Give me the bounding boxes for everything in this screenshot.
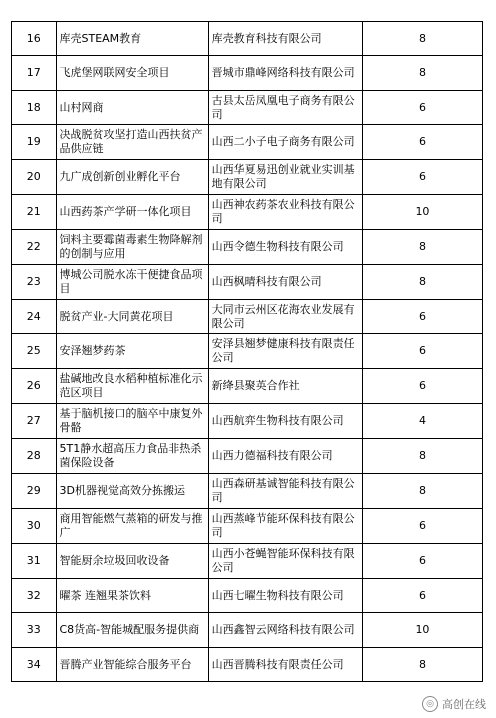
project-name: 盐碱地改良水稻种植标准化示范区项目	[56, 369, 208, 404]
table-row	[12, 613, 483, 648]
company-name: 山西森研基诚智能科技有限公司	[208, 474, 362, 509]
company-name: 新绛县聚英合作社	[208, 369, 362, 404]
company-name: 古县太岳凤凰电子商务有限公司	[208, 91, 362, 125]
row-number: 33	[12, 613, 57, 648]
project-name: 脱贫产业-大同黄花项目	[56, 300, 208, 334]
company-name: 山西令德生物科技有限公司	[208, 230, 362, 265]
score-value: 10	[362, 195, 482, 230]
table-row	[12, 265, 483, 300]
row-number: 31	[12, 544, 57, 579]
table-row	[12, 230, 483, 265]
table-row	[12, 544, 483, 579]
company-name: 库壳教育科技有限公司	[208, 22, 362, 56]
company-name: 山西航弈生物科技有限公司	[208, 404, 362, 439]
company-name: 山西华夏易迅创业就业实训基地有限公司	[208, 160, 362, 195]
wechat-logo-icon: ◎	[422, 696, 438, 712]
table-row	[12, 369, 483, 404]
score-value: 6	[362, 91, 482, 125]
row-number: 23	[12, 265, 57, 300]
row-number: 22	[12, 230, 57, 265]
table-row	[12, 509, 483, 544]
table-row	[12, 160, 483, 195]
score-value: 6	[362, 160, 482, 195]
company-name: 山西晋腾科技有限责任公司	[208, 648, 362, 682]
project-table	[11, 21, 483, 682]
score-value: 6	[362, 509, 482, 544]
score-value: 6	[362, 369, 482, 404]
project-name: 饲料主要霉菌毒素生物降解剂的创制与应用	[56, 230, 208, 265]
company-name: 山西蒸峰节能环保科技有限公司	[208, 509, 362, 544]
score-value: 4	[362, 404, 482, 439]
score-value: 6	[362, 579, 482, 613]
watermark-text: 高创在线	[442, 698, 486, 711]
row-number: 25	[12, 334, 57, 369]
company-name: 大同市云州区花海农业发展有限公司	[208, 300, 362, 334]
company-name: 山西小苍蝇智能环保科技有限公司	[208, 544, 362, 579]
row-number: 34	[12, 648, 57, 682]
score-value: 8	[362, 648, 482, 682]
table-row	[12, 439, 483, 474]
row-number: 20	[12, 160, 57, 195]
project-name: 商用智能燃气蒸箱的研发与推广	[56, 509, 208, 544]
table-row	[12, 22, 483, 56]
score-value: 6	[362, 334, 482, 369]
project-name: 决战脱贫攻坚打造山西扶贫产品供应链	[56, 125, 208, 160]
row-number: 32	[12, 579, 57, 613]
table-row	[12, 474, 483, 509]
project-name: 山村网商	[56, 91, 208, 125]
row-number: 30	[12, 509, 57, 544]
table-row	[12, 91, 483, 125]
watermark	[422, 696, 486, 712]
score-value: 8	[362, 22, 482, 56]
project-name: 博城公司脱水冻干便捷食品项目	[56, 265, 208, 300]
score-value: 8	[362, 265, 482, 300]
company-name: 山西枫晴科技有限公司	[208, 265, 362, 300]
row-number: 24	[12, 300, 57, 334]
company-name: 山西七曜生物科技有限公司	[208, 579, 362, 613]
project-name: 3D机器视觉高效分拣搬运	[56, 474, 208, 509]
project-name: 智能厨余垃圾回收设备	[56, 544, 208, 579]
score-value: 6	[362, 125, 482, 160]
table-row	[12, 300, 483, 334]
project-name: 5T1静水超高压力食品非热杀菌保险设备	[56, 439, 208, 474]
score-value: 10	[362, 613, 482, 648]
project-name: C8货高-智能城配服务提供商	[56, 613, 208, 648]
row-number: 17	[12, 56, 57, 91]
company-name: 山西二小子电子商务有限公司	[208, 125, 362, 160]
score-value: 6	[362, 300, 482, 334]
table-row	[12, 579, 483, 613]
project-name: 库壳STEAM教育	[56, 22, 208, 56]
score-value: 6	[362, 544, 482, 579]
row-number: 26	[12, 369, 57, 404]
company-name: 山西神农药茶农业科技有限公司	[208, 195, 362, 230]
table-row	[12, 404, 483, 439]
score-value: 8	[362, 56, 482, 91]
project-name: 安泽翘梦药茶	[56, 334, 208, 369]
table-row	[12, 195, 483, 230]
row-number: 16	[12, 22, 57, 56]
project-name: 九广成创新创业孵化平台	[56, 160, 208, 195]
row-number: 21	[12, 195, 57, 230]
project-name: 山西药茶产学研一体化项目	[56, 195, 208, 230]
row-number: 28	[12, 439, 57, 474]
row-number: 27	[12, 404, 57, 439]
table-row	[12, 648, 483, 682]
table-row	[12, 334, 483, 369]
score-value: 8	[362, 230, 482, 265]
project-name: 基于脑机接口的脑卒中康复外骨骼	[56, 404, 208, 439]
company-name: 安泽县翘梦健康科技有限责任公司	[208, 334, 362, 369]
table-row	[12, 56, 483, 91]
project-name: 飞虎堡网联网安全项目	[56, 56, 208, 91]
project-name: 晋腾产业智能综合服务平台	[56, 648, 208, 682]
score-value: 8	[362, 474, 482, 509]
table-row	[12, 125, 483, 160]
score-value: 8	[362, 439, 482, 474]
company-name: 山西力德福科技有限公司	[208, 439, 362, 474]
row-number: 29	[12, 474, 57, 509]
company-name: 晋城市鼎峰网络科技有限公司	[208, 56, 362, 91]
project-name: 曜茶 连翘果茶饮料	[56, 579, 208, 613]
company-name: 山西鑫智云网络科技有限公司	[208, 613, 362, 648]
row-number: 18	[12, 91, 57, 125]
row-number: 19	[12, 125, 57, 160]
